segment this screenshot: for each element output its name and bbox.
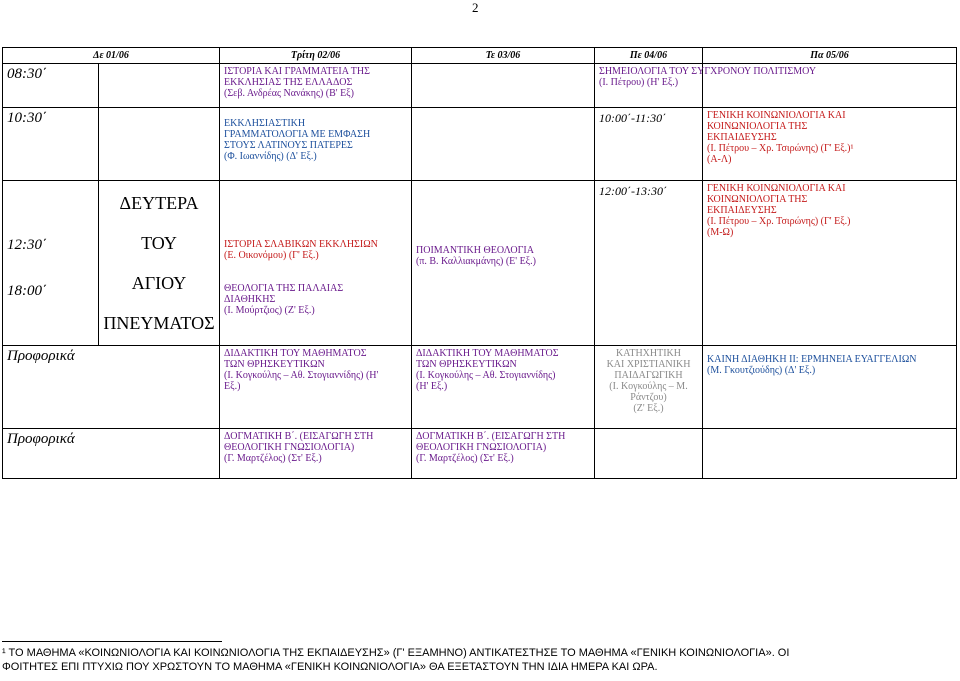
holiday-cell: ΔΕΥΤΕΡΑ ΤΟΥ ΑΓΙΟΥ ΠΝΕΥΜΑΤΟΣ <box>99 181 220 346</box>
fri-cell: ΓΕΝΙΚΗ ΚΟΙΝΩΝΙΟΛΟΓΙΑ ΚΑΙ ΚΟΙΝΩΝΙΟΛΟΓΙΑ ΤΗΣ ΕΚΠΑΙΔΕΥΣΗΣ (Ι. Πέτρου – Χρ. Τσιρώνης) (Γ' Εξ.) (Μ-Ω) <box>703 181 957 346</box>
footnote-line-1: ¹ ΤΟ ΜΑΘΗΜΑ «ΚΟΙΝΩΝΙΟΛΟΓΙΑ ΚΑΙ ΚΟΙΝΩΝΙΟΛΟΓΙΑ ΤΗΣ ΕΚΠΑΙΔΕΥΣΗΣ» (Γ' ΕΞΑΜΗΝΟ) ΑΝΤΙΚΑΤΕΣΤΗΣΕ ΤΟ ΜΑΘΗΜΑ «ΓΕΝΙΚΗ ΚΟΙΝΩΝΙΟΛΟΓΙΑ». ΟΙ <box>2 647 790 659</box>
fri-cell: ΚΑΙΝΗ ΔΙΑΘΗΚΗ ΙΙ: ΕΡΜΗΝΕΙΑ ΕΥΑΓΓΕΛΙΩΝ (Μ. Γκουτζιούδης) (Δ' Εξ.) <box>703 346 957 429</box>
fri-cell <box>703 429 957 479</box>
header-row <box>3 48 957 64</box>
mon-cell <box>99 64 220 108</box>
wed-cell <box>412 108 595 181</box>
tue-cell: ΙΣΤΟΡΙΑ ΚΑΙ ΓΡΑΜΜΑΤΕΙΑ ΤΗΣ ΕΚΚΛΗΣΙΑΣ ΤΗΣ ΕΛΛΑΔΟΣ (Σεβ. Ανδρέας Νανάκης) (Β' Εξ) <box>220 64 412 108</box>
table-row <box>3 429 957 479</box>
tue-cell: ΔΟΓΜΑΤΙΚΗ Β΄. (ΕΙΣΑΓΩΓΗ ΣΤΗ ΘΕΟΛΟΓΙΚΗ ΓΝΩΣΙΟΛΟΓΙΑ) (Γ. Μαρτζέλος) (Στ' Εξ.) <box>220 429 412 479</box>
fri-cell: ΓΕΝΙΚΗ ΚΟΙΝΩΝΙΟΛΟΓΙΑ ΚΑΙ ΚΟΙΝΩΝΙΟΛΟΓΙΑ ΤΗΣ ΕΚΠΑΙΔΕΥΣΗΣ (Ι. Πέτρου – Χρ. Τσιρώνης) (Γ' Εξ.)¹ (Α-Λ) <box>703 108 957 181</box>
table-row <box>3 64 957 108</box>
wed-cell: ΠΟΙΜΑΝΤΙΚΗ ΘΕΟΛΟΓΙΑ (π. Β. Καλλιακμάνης) (Ε' Εξ.) <box>412 181 595 346</box>
thu-cell <box>595 429 703 479</box>
day-header-tue: Τρίτη 02/06 <box>220 48 412 64</box>
tue-cell: ΙΣΤΟΡΙΑ ΣΛΑΒΙΚΩΝ ΕΚΚΛΗΣΙΩΝ (Ε. Οικονόμου) (Γ' Εξ.) ΘΕΟΛΟΓΙΑ ΤΗΣ ΠΑΛΑΙΑΣ ΔΙΑΘΗΚΗΣ (Ι. Μούρτζιος) (Ζ' Εξ.) <box>220 181 412 346</box>
time-cell: 10:30΄ <box>3 108 99 181</box>
thu-cell: ΚΑΤΗΧΗΤΙΚΗ ΚΑΙ ΧΡΙΣΤΙΑΝΙΚΗ ΠΑΙΔΑΓΩΓΙΚΗ (Ι. Κογκούλης – Μ. Ράντζου) (Ζ' Εξ.) <box>595 346 703 429</box>
table-row <box>3 346 957 429</box>
time-cell: Προφορικά <box>3 346 220 429</box>
day-header-thu: Πε 04/06 <box>595 48 703 64</box>
table-row <box>3 108 957 181</box>
day-header-fri: Πα 05/06 <box>703 48 957 64</box>
wed-cell: ΔΙΔΑΚΤΙΚΗ ΤΟΥ ΜΑΘΗΜΑΤΟΣ ΤΩΝ ΘΡΗΣΚΕΥΤΙΚΩΝ (Ι. Κογκούλης – Αθ. Στογιαννίδης) (Η' Εξ.) <box>412 346 595 429</box>
footnote-divider <box>2 641 222 642</box>
footnote-line-2: ΦΟΙΤΗΤΕΣ ΕΠΙ ΠΤΥΧΙΩ ΠΟΥ ΧΡΩΣΤΟΥΝ ΤΟ ΜΑΘΗΜΑ «ΓΕΝΙΚΗ ΚΟΙΝΩΝΙΟΛΟΓΙΑ» ΘΑ ΕΞΕΤΑΣΤΟΥΝ ΤΗΝ ΙΔΙΑ ΗΜΕΡΑ ΚΑΙ ΩΡΑ. <box>2 661 658 673</box>
fri-cell: ΣΗΜΕΙΟΛΟΓΙΑ ΤΟΥ ΣΥΓΧΡΟΝΟΥ ΠΟΛΙΤΙΣΜΟΥ (Ι. Πέτρου) (Η' Εξ.) <box>703 64 957 108</box>
time-cell: Προφορικά <box>3 429 220 479</box>
tue-cell: ΕΚΚΛΗΣΙΑΣΤΙΚΗ ΓΡΑΜΜΑΤΟΛΟΓΙΑ ΜΕ ΕΜΦΑΣΗ ΣΤΟΥΣ ΛΑΤΙΝΟΥΣ ΠΑΤΕΡΕΣ (Φ. Ιωαννίδης) (Δ' Εξ.) <box>220 108 412 181</box>
wed-cell <box>412 64 595 108</box>
mon-cell <box>99 108 220 181</box>
tue-cell: ΔΙΔΑΚΤΙΚΗ ΤΟΥ ΜΑΘΗΜΑΤΟΣ ΤΩΝ ΘΡΗΣΚΕΥΤΙΚΩΝ (Ι. Κογκούλης – Αθ. Στογιαννίδης) (Η' Εξ.) <box>220 346 412 429</box>
table-row <box>3 181 957 346</box>
day-header-mon: Δε 01/06 <box>3 48 220 64</box>
day-header-wed: Τε 03/06 <box>412 48 595 64</box>
time-cell: 08:30΄ <box>3 64 99 108</box>
page-number: 2 <box>472 0 479 15</box>
time-cell: 12:30΄ 18:00΄ <box>3 181 99 346</box>
exam-schedule-table <box>2 47 957 479</box>
thu-time-cell: 10:00΄-11:30΄ <box>595 108 703 181</box>
wed-cell: ΔΟΓΜΑΤΙΚΗ Β΄. (ΕΙΣΑΓΩΓΗ ΣΤΗ ΘΕΟΛΟΓΙΚΗ ΓΝΩΣΙΟΛΟΓΙΑ) (Γ. Μαρτζέλος) (Στ' Εξ.) <box>412 429 595 479</box>
thu-time-cell: 12:00΄-13:30΄ <box>595 181 703 346</box>
footnote <box>2 646 956 674</box>
